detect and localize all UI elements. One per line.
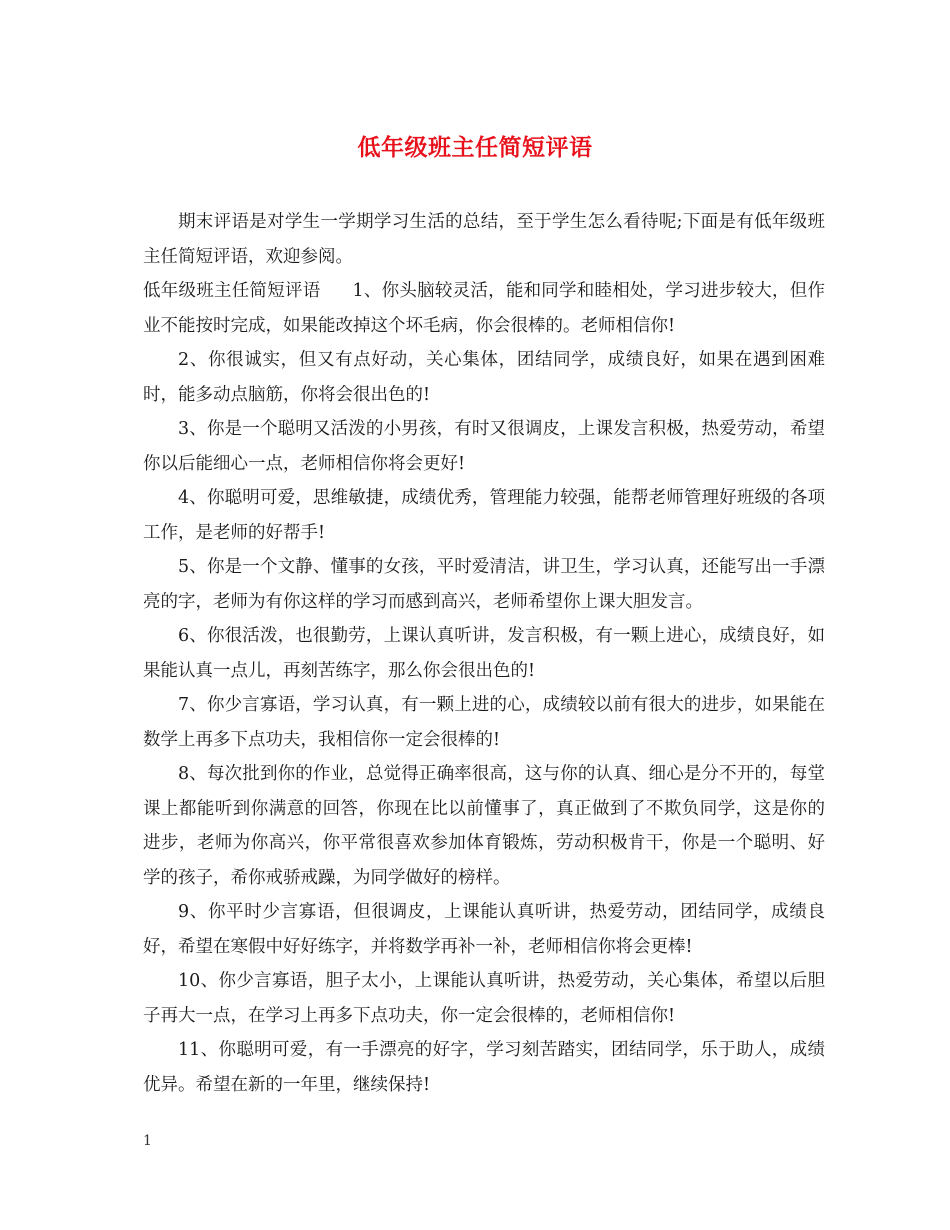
- comment-paragraph-4: 4、你聪明可爱，思维敏捷，成绩优秀，管理能力较强，能帮老师管理好班级的各项工作，是老师的好帮手!: [143, 488, 825, 543]
- comment-paragraph-1: [143, 274, 825, 343]
- comment-paragraph-8: 8、每次批到你的作业，总觉得正确率很高，这与你的认真、细心是分不开的，每堂课上都能听到你满意的回答，你现在比以前懂事了，真正做到了不欺负同学，这是你的进步，老师为你高兴，你平常很喜欢参加体育锻炼，劳动积极肯干，你是一个聪明、好学的孩子，希你戒骄戒躁，为同学做好的榜样。: [143, 764, 825, 888]
- comment-paragraph-3: 3、你是一个聪明又活泼的小男孩，有时又很调皮，上课发言积极，热爱劳动，希望你以后能细心一点，老师相信你将会更好!: [143, 419, 825, 474]
- page-number: 1: [143, 1133, 152, 1149]
- comment-text: 1、你头脑较灵活，能和同学和睦相处，学习进步较大，但作业不能按时完成，如果能改掉这个坏毛病，你会很棒的。老师相信你!: [143, 281, 825, 336]
- comment-paragraph-5: 5、你是一个文静、懂事的女孩，平时爱清洁，讲卫生，学习认真，还能写出一手漂亮的字，老师为有你这样的学习而感到高兴，老师希望你上课大胆发言。: [143, 557, 825, 612]
- document-title: 低年级班主任简短评语: [357, 134, 593, 161]
- comment-paragraph-10: 10、你少言寡语，胆子太小，上课能认真听讲，热爱劳动，关心集体，希望以后胆子再大一点，在学习上再多下点功夫，你一定会很棒的，老师相信你!: [143, 971, 825, 1026]
- comment-paragraph-7: 7、你少言寡语，学习认真，有一颗上进的心，成绩较以前有很大的进步，如果能在数学上再多下点功夫，我相信你一定会很棒的!: [143, 695, 825, 750]
- document-body: [143, 205, 825, 1102]
- comment-paragraph-11: 11、你聪明可爱，有一手漂亮的好字，学习刻苦踏实，团结同学，乐于助人，成绩优异。希望在新的一年里，继续保持!: [143, 1040, 825, 1095]
- comment-paragraph-6: 6、你很活泼，也很勤劳，上课认真听讲，发言积极，有一颗上进心，成绩良好，如果能认真一点儿，再刻苦练字，那么你会很出色的!: [143, 626, 825, 681]
- comment-paragraph-2: 2、你很诚实，但又有点好动，关心集体，团结同学，成绩良好，如果在遇到困难时，能多动点脑筋，你将会很出色的!: [143, 350, 825, 405]
- intro-paragraph: 期末评语是对学生一学期学习生活的总结，至于学生怎么看待呢;下面是有低年级班主任简短评语，欢迎参阅。: [143, 212, 825, 267]
- comment-paragraph-9: 9、你平时少言寡语，但很调皮，上课能认真听讲，热爱劳动，团结同学，成绩良好，希望在寒假中好好练字，并将数学再补一补，老师相信你将会更棒!: [143, 902, 825, 957]
- section-label: 低年级班主任简短评语: [143, 281, 321, 301]
